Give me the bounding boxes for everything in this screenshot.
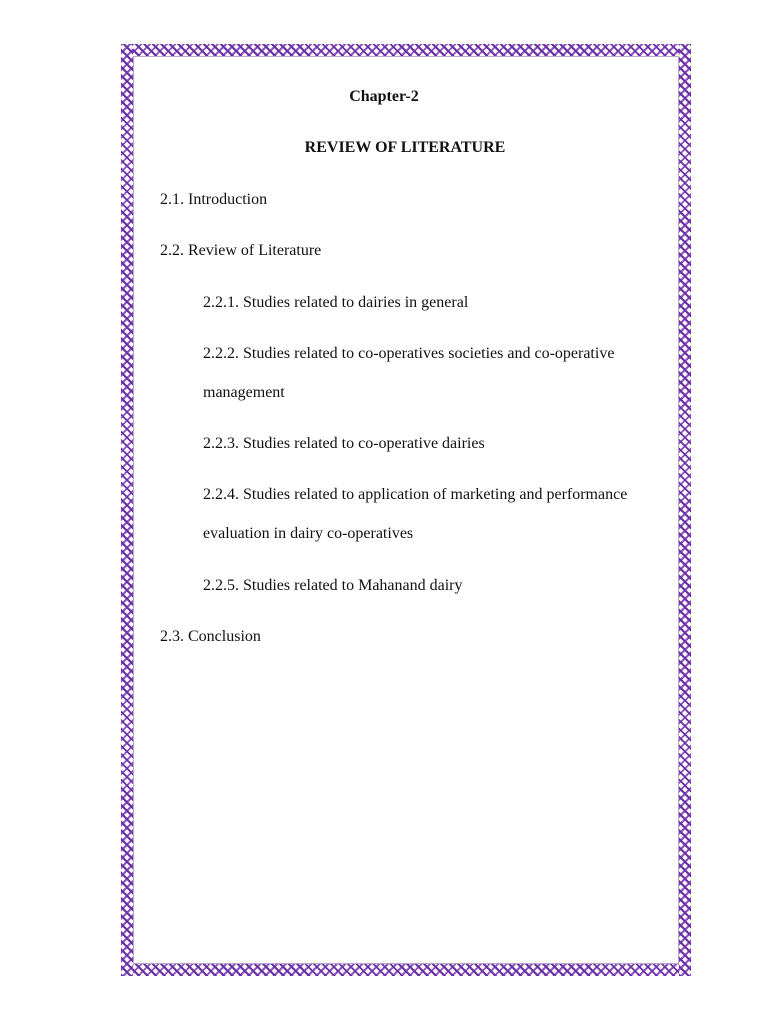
toc-item-2-2-1: 2.2.1. Studies related to dairies in general bbox=[203, 294, 469, 311]
border-right bbox=[679, 44, 691, 976]
toc-item-2-2-4: 2.2.4. Studies related to application of marketing and performance evaluation in dairy co-operatives bbox=[203, 486, 628, 542]
toc-item-2-2-5: 2.2.5. Studies related to Mahanand dairy bbox=[203, 577, 463, 594]
section-heading: REVIEW OF LITERATURE bbox=[304, 139, 506, 156]
border-left bbox=[121, 44, 133, 976]
toc-item-introduction: 2.1. Introduction bbox=[160, 191, 268, 208]
toc-item-2-2-3: 2.2.3. Studies related to co-operative dairies bbox=[203, 435, 485, 452]
toc-item-review-of-literature: 2.2. Review of Literature bbox=[160, 242, 322, 259]
border-bottom bbox=[121, 964, 691, 976]
chapter-title: Chapter-2 bbox=[349, 88, 419, 105]
border-top bbox=[121, 44, 691, 56]
toc-item-2-2-2: 2.2.2. Studies related to co-operatives societies and co-operative management bbox=[203, 345, 615, 401]
toc-item-conclusion: 2.3. Conclusion bbox=[160, 628, 261, 645]
